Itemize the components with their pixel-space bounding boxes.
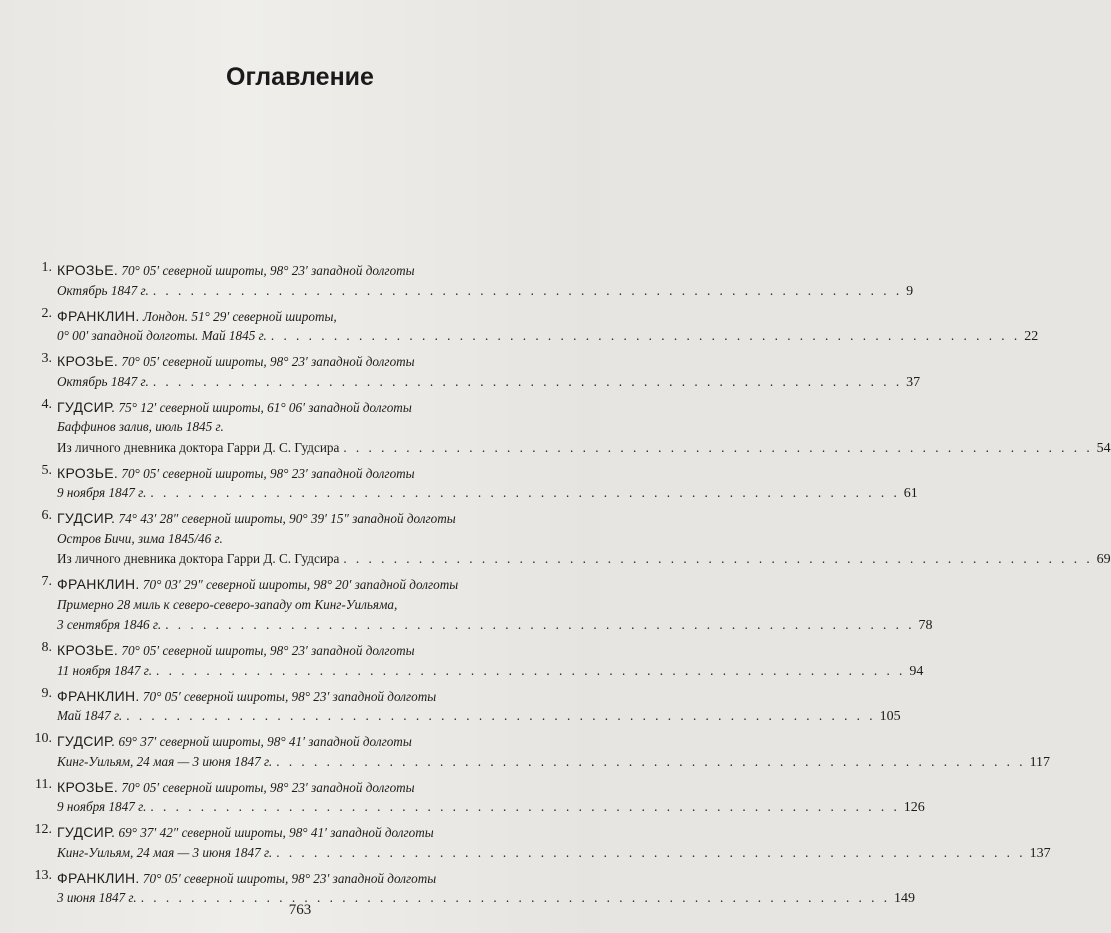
entry-dateline <box>57 843 1051 864</box>
entry-number: 2. <box>41 305 52 321</box>
entry-page-number: 9 <box>906 283 914 299</box>
entry-date: 11 ноября 1847 г. <box>57 662 153 678</box>
page-number: 763 <box>288 902 312 918</box>
dot-leader: . . . . . . . . . . . . . . . . . . . . . . . . . . . . . . . . . . . . . . . . . . . . . . . . . . . . . . . . . . . . <box>150 485 900 500</box>
dot-leader: . . . . . . . . . . . . . . . . . . . . . . . . . . . . . . . . . . . . . . . . . . . . . . . . . . . . . . . . . . . . <box>150 799 900 814</box>
narrator-name: КРОЗЬЕ. <box>57 353 119 369</box>
dot-leader: . . . . . . . . . . . . . . . . . . . . . . . . . . . . . . . . . . . . . . . . . . . . . . . . . . . . . . . . . . . . <box>156 662 906 678</box>
coordinates: 74° 43′ 28″ северной широты, 90° 39′ 15″ западной долготы <box>118 511 456 526</box>
dot-leader: . . . . . . . . . . . . . . . . . . . . . . . . . . . . . . . . . . . . . . . . . . . . . . . . . . . . . . . . . . . . <box>270 328 1021 343</box>
coordinates: 70° 05′ северной широты, 98° 23′ западной долготы <box>121 465 415 481</box>
entry-dateline <box>57 706 901 727</box>
entry-heading <box>57 686 545 707</box>
entry-page-number: 94 <box>909 663 924 679</box>
entry-date: Кинг-Уильям, 24 мая — 3 июня 1847 г. <box>57 844 273 860</box>
entry-number: 6. <box>41 508 52 523</box>
entry-page-number: 37 <box>906 374 921 390</box>
narrator-name: ГУДСИР. <box>57 733 116 749</box>
entry-number: 3. <box>41 351 52 366</box>
entry-number: 7. <box>41 574 52 589</box>
coordinates: 70° 05′ северной широты, 98° 23′ западной долготы <box>142 688 437 704</box>
entry-page-number: 137 <box>1029 845 1051 861</box>
entry-number: 11. <box>35 776 52 792</box>
entry-date: Май 1847 г. <box>57 708 123 723</box>
entry-number: 1. <box>41 260 52 275</box>
coordinates: 75° 12′ северной широты, 61° 06′ западной долготы <box>118 399 412 415</box>
entry-number: 8. <box>41 640 52 655</box>
narrator-name: КРОЗЬЕ. <box>57 262 119 278</box>
entry-number: 9. <box>41 685 52 701</box>
entry-place: Баффинов залив, июль 1845 г. <box>57 419 224 434</box>
entry-date: Из личного дневника доктора Гарри Д. С. Гудсира <box>57 439 340 455</box>
entry-number: 13. <box>34 867 52 883</box>
dot-leader: . . . . . . . . . . . . . . . . . . . . . . . . . . . . . . . . . . . . . . . . . . . . . . . . . . . . . . . . . . . . <box>152 282 903 298</box>
entry-page-number: 61 <box>903 486 918 501</box>
entry-dateline <box>57 281 914 302</box>
entry-heading <box>57 731 545 752</box>
entry-dateline <box>57 615 933 636</box>
coordinates: 70° 05′ северной широты, 98° 23′ западной долготы <box>121 263 415 278</box>
entry-date: 9 ноября 1847 г. <box>57 485 147 500</box>
coordinates: 70° 05′ северной широты, 98° 23′ западной долготы <box>121 779 415 795</box>
page-title: Оглавление <box>226 63 374 91</box>
dot-leader: . . . . . . . . . . . . . . . . . . . . . . . . . . . . . . . . . . . . . . . . . . . . . . . . . . . . . . . . . . . . <box>126 708 876 723</box>
dot-leader: . . . . . . . . . . . . . . . . . . . . . . . . . . . . . . . . . . . . . . . . . . . . . . . . . . . . . . . . . . . . <box>140 890 891 905</box>
entry-date: 3 июня 1847 г. <box>57 890 137 905</box>
entry-dateline <box>57 549 1111 570</box>
coordinates: 70° 05′ северной широты, 98° 23′ западной долготы <box>142 870 437 886</box>
entry-page-number: 54 <box>1096 440 1111 456</box>
entry-dateline <box>57 372 921 393</box>
narrator-name: КРОЗЬЕ. <box>57 642 119 658</box>
narrator-name: ГУДСИР. <box>57 824 116 840</box>
entry-number: 5. <box>41 462 52 478</box>
dot-leader: . . . . . . . . . . . . . . . . . . . . . . . . . . . . . . . . . . . . . . . . . . . . . . . . . . . . . . . . . . . . <box>276 753 1026 769</box>
entry-number: 12. <box>34 822 52 837</box>
narrator-name: ГУДСИР. <box>57 510 116 526</box>
dot-leader: . . . . . . . . . . . . . . . . . . . . . . . . . . . . . . . . . . . . . . . . . . . . . . . . . . . . . . . . . . . . <box>343 551 1093 566</box>
narrator-name: ФРАНКЛИН. <box>57 687 140 704</box>
entry-dateline <box>57 438 1111 459</box>
entry-heading <box>57 868 545 889</box>
entry-dateline <box>57 797 925 818</box>
entry-date: Октябрь 1847 г. <box>57 282 149 298</box>
entry-page-number: 117 <box>1029 754 1051 770</box>
entry-heading <box>57 463 545 484</box>
coordinates: 70° 05′ северной широты, 98° 23′ западной долготы <box>121 643 415 658</box>
entry-heading <box>57 777 545 798</box>
narrator-name: ФРАНКЛИН. <box>57 869 140 886</box>
coordinates: Лондон. 51° 29′ северной широты, <box>142 308 337 324</box>
entry-date: 3 сентября 1846 г. <box>57 617 162 632</box>
entry-page-number: 126 <box>903 800 925 815</box>
entry-page-number: 69 <box>1096 552 1111 567</box>
entry-heading <box>57 508 545 529</box>
dot-leader: . . . . . . . . . . . . . . . . . . . . . . . . . . . . . . . . . . . . . . . . . . . . . . . . . . . . . . . . . . . . <box>276 844 1026 860</box>
entry-heading <box>57 397 545 418</box>
coordinates: 69° 37′ 42″ северной широты, 98° 41′ западной долготы <box>118 825 434 840</box>
narrator-name: ГУДСИР. <box>57 398 116 415</box>
entry-dateline <box>57 483 918 504</box>
entry-heading <box>57 260 545 281</box>
narrator-name: КРОЗЬЕ. <box>57 778 119 795</box>
entry-place: Примерно 28 миль к северо-северо-западу от Кинг-Уильяма, <box>57 596 398 612</box>
coordinates: 70° 05′ северной широты, 98° 23′ западной долготы <box>121 354 415 369</box>
entry-heading <box>57 306 545 327</box>
narrator-name: ФРАНКЛИН. <box>57 576 140 592</box>
entry-date: Из личного дневника доктора Гарри Д. С. Гудсира <box>57 551 340 566</box>
entry-dateline <box>57 752 1051 773</box>
entry-place: Остров Бичи, зима 1845/46 г. <box>57 530 223 546</box>
dot-leader: . . . . . . . . . . . . . . . . . . . . . . . . . . . . . . . . . . . . . . . . . . . . . . . . . . . . . . . . . . . . <box>343 439 1093 455</box>
entry-heading <box>57 351 545 372</box>
entry-dateline <box>57 326 1039 347</box>
coordinates: 69° 37′ северной широты, 98° 41′ западной долготы <box>118 734 412 749</box>
entry-heading <box>57 574 545 595</box>
entry-date: Октябрь 1847 г. <box>57 373 149 389</box>
entry-dateline <box>57 661 924 682</box>
dot-leader: . . . . . . . . . . . . . . . . . . . . . . . . . . . . . . . . . . . . . . . . . . . . . . . . . . . . . . . . . . . . <box>152 373 903 389</box>
entry-page-number: 105 <box>879 709 901 724</box>
entry-date: Кинг-Уильям, 24 мая — 3 июня 1847 г. <box>57 753 273 769</box>
entry-page-number: 78 <box>918 618 933 633</box>
narrator-name: ФРАНКЛИН. <box>57 307 140 324</box>
entry-number: 4. <box>41 396 52 412</box>
entry-number: 10. <box>34 731 52 746</box>
entry-heading <box>57 822 545 843</box>
entry-page-number: 22 <box>1024 329 1039 344</box>
entry-page-number: 149 <box>894 891 916 906</box>
entry-date: 9 ноября 1847 г. <box>57 799 147 814</box>
narrator-name: КРОЗЬЕ. <box>57 464 119 481</box>
dot-leader: . . . . . . . . . . . . . . . . . . . . . . . . . . . . . . . . . . . . . . . . . . . . . . . . . . . . . . . . . . . . <box>165 617 915 632</box>
entry-heading <box>57 640 545 661</box>
coordinates: 70° 03′ 29″ северной широты, 98° 20′ западной долготы <box>142 577 459 592</box>
entry-date: 0° 00′ западной долготы. Май 1845 г. <box>57 328 267 343</box>
